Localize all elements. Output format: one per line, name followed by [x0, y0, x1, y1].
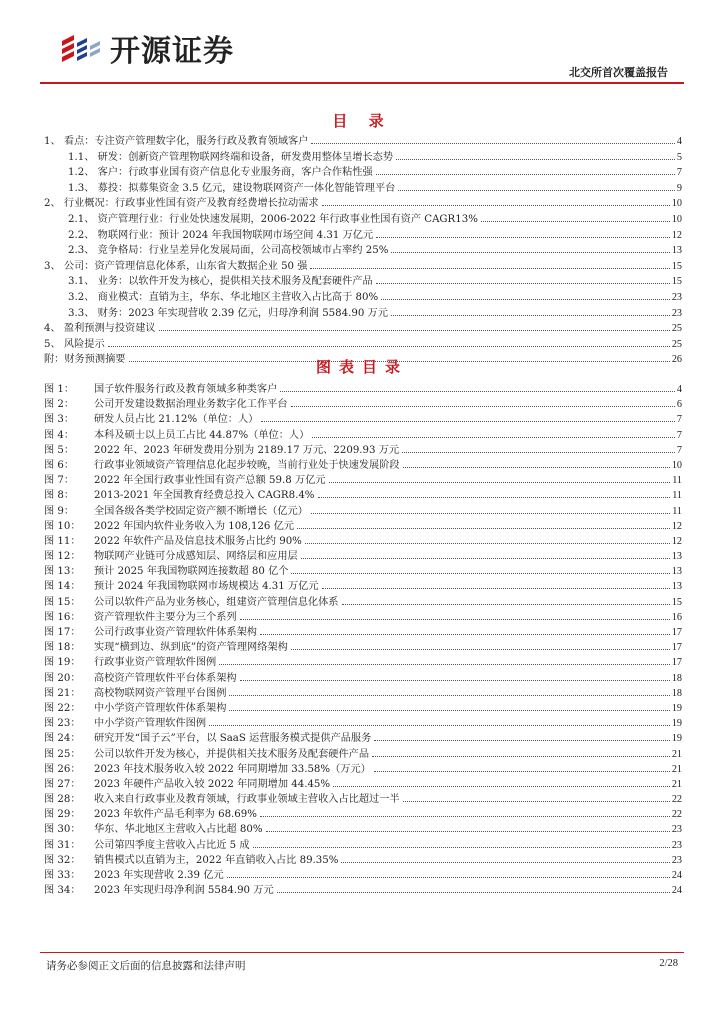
figure-entry-page: 23 — [671, 824, 682, 836]
figure-entry-page: 13 — [671, 551, 682, 563]
figure-entry-page: 19 — [671, 718, 682, 730]
figure-entry-label: 图 25： — [44, 748, 81, 760]
figure-entry-title: 收入来自行政事业及教育领域，行政事业领域主营收入占比超过一半 — [94, 794, 400, 806]
toc-entry-page: 4 — [676, 136, 682, 147]
figure-entry-label: 图 10： — [44, 520, 81, 532]
figure-entry[interactable] — [44, 805, 682, 820]
figure-entry-label: 图 16： — [44, 611, 81, 623]
figure-entry-title: 公司以软件开发为核心，并提供相关技术服务及配套硬件产品 — [94, 748, 370, 760]
dot-leader — [305, 543, 670, 544]
toc-entry[interactable] — [44, 148, 682, 164]
dot-leader — [341, 862, 669, 863]
page-number: 2/28 — [659, 958, 678, 969]
toc-entry-page: 7 — [676, 167, 682, 179]
figure-entry[interactable] — [44, 456, 682, 471]
figure-entry[interactable] — [44, 517, 682, 532]
figure-entry-title: 预计 2024 年我国物联网市场规模达 4.31 万亿元 — [94, 581, 319, 593]
dot-leader — [229, 710, 669, 711]
toc-entry-title: 2.2、 物联网行业：预计 2024 年我国物联网市场空间 4.31 万亿元 — [68, 229, 374, 241]
dot-leader — [376, 174, 675, 175]
dot-leader — [108, 346, 670, 347]
figure-entry-label: 图 33： — [44, 870, 81, 881]
figure-entry-page: 16 — [671, 611, 682, 623]
toc-entry-page: 10 — [671, 198, 682, 210]
dot-leader — [391, 315, 670, 316]
footer-divider — [40, 952, 684, 953]
toc-heading: 目 录 — [332, 112, 392, 130]
figure-entry-label: 图 30： — [44, 824, 81, 836]
toc-entry[interactable] — [44, 304, 682, 320]
figure-entry-label: 图 21： — [44, 687, 81, 699]
figure-entry-title: 行政事业领域资产管理信息化起步较晚，当前行业处于快速发展阶段 — [94, 459, 400, 471]
figure-entry[interactable] — [44, 532, 682, 547]
dot-leader — [318, 497, 671, 498]
figure-entry[interactable] — [44, 745, 682, 760]
figure-entry-page: 12 — [671, 520, 682, 532]
figure-entry-title: 资产管理软件主要分为三个系列 — [94, 611, 237, 623]
dot-leader — [311, 143, 675, 144]
figure-entry-title: 研发人员占比 21.12%（单位：人） — [94, 414, 259, 426]
dot-leader — [333, 786, 670, 787]
brand-name: 开源证券 — [110, 34, 234, 69]
toc-entry-title: 2.3、 竞争格局：行业呈差异化发展局面，公司高校领域市占率约 25% — [68, 245, 389, 257]
figure-entry-title: 华东、华北地区主营收入占比超 80% — [94, 824, 263, 836]
figure-entry[interactable] — [44, 426, 682, 441]
dot-leader — [372, 756, 670, 757]
toc-entry-page: 23 — [671, 307, 682, 319]
dot-leader — [219, 664, 670, 665]
toc-entry-page: 15 — [671, 260, 682, 272]
figure-entry-page: 10 — [671, 459, 682, 471]
dot-leader — [260, 816, 670, 817]
toc-entry-page: 26 — [671, 354, 682, 366]
figure-entry-label: 图 29： — [44, 809, 81, 821]
toc-entry[interactable] — [44, 319, 682, 335]
figure-entry[interactable] — [44, 729, 682, 744]
figure-entry-page: 17 — [671, 657, 682, 669]
toc-entry-page: 25 — [671, 323, 682, 335]
figure-entry-label: 图 12： — [44, 551, 81, 563]
figure-entry-page: 19 — [671, 702, 682, 714]
dot-leader — [376, 237, 670, 238]
figure-entry-label: 图 31： — [44, 839, 81, 851]
figure-entry-title: 2022 年国内软件业务收入为 108,126 亿元 — [94, 520, 295, 532]
figure-entry-label: 图 34： — [44, 885, 81, 897]
figure-entry[interactable] — [44, 486, 682, 501]
toc-entry[interactable] — [44, 210, 682, 226]
figure-entry[interactable] — [44, 820, 682, 835]
figure-entry-title: 研究开发“国子云”平台，以 SaaS 运营服务模式提供产品服务 — [94, 733, 372, 745]
figure-entry[interactable] — [44, 866, 682, 881]
figure-entry-label: 图 27： — [44, 778, 81, 790]
figure-entry[interactable] — [44, 547, 682, 562]
figure-entry-page: 7 — [676, 444, 682, 456]
figure-entry-title: 中小学资产管理软件图例 — [94, 718, 207, 730]
figure-entry-label: 图 1： — [44, 384, 75, 395]
figure-entry-page: 21 — [671, 748, 682, 760]
figure-entry-page: 4 — [676, 384, 682, 395]
figure-entry-label: 图 24： — [44, 733, 81, 745]
figure-entry-title: 公司第四季度主营收入占比近 5 成 — [94, 839, 250, 851]
dot-leader — [229, 695, 669, 696]
dot-leader — [374, 740, 670, 741]
dot-leader — [159, 330, 670, 331]
dot-leader — [374, 771, 670, 772]
toc-entry-title: 5、 风险提示 — [44, 338, 105, 350]
toc-entry-page: 12 — [671, 229, 682, 241]
dot-leader — [342, 604, 670, 605]
figure-entry-label: 图 3： — [44, 414, 75, 426]
figure-entry-page: 24 — [671, 885, 682, 897]
figure-entry[interactable] — [44, 836, 682, 851]
figure-entry-title: 2022 年全国行政事业性国有资产总额 59.8 万亿元 — [94, 475, 326, 487]
report-type-label: 北交所首次覆盖报告 — [569, 66, 668, 79]
toc-entry[interactable] — [44, 132, 682, 148]
figure-entry[interactable] — [44, 577, 682, 592]
figure-entry-page: 13 — [671, 581, 682, 593]
toc-entry-page: 10 — [671, 213, 682, 225]
toc-entry-title: 3.2、 商业模式：直销为主，华东、华北地区主营收入占比高于 80% — [68, 291, 379, 303]
figure-entry-label: 图 18： — [44, 642, 81, 654]
figure-entry[interactable] — [44, 851, 682, 866]
toc-entry[interactable] — [44, 335, 682, 351]
toc-entry[interactable] — [44, 272, 682, 288]
figure-entry-title: 高校物联网资产管理平台图例 — [94, 687, 227, 699]
figure-entry-page: 21 — [671, 778, 682, 790]
toc-entry[interactable] — [44, 163, 682, 179]
dot-leader — [266, 831, 670, 832]
toc-entry[interactable] — [44, 179, 682, 195]
figure-entry-label: 图 2： — [44, 399, 75, 411]
brand-logo — [60, 26, 234, 70]
figure-entry[interactable] — [44, 714, 682, 729]
figure-entry-page: 23 — [671, 854, 682, 866]
toc-entry-page: 5 — [676, 151, 682, 163]
dot-leader — [280, 391, 675, 392]
figure-entry[interactable] — [44, 684, 682, 699]
figure-entry-title: 全国各级各类学校固定资产额不断增长（亿元） — [94, 505, 308, 517]
figure-entry-page: 24 — [671, 870, 682, 881]
figure-entry-label: 图 6： — [44, 459, 75, 471]
figure-entry-page: 17 — [671, 627, 682, 638]
toc-entry[interactable] — [44, 288, 682, 304]
figure-entry[interactable] — [44, 593, 682, 608]
figure-entry-title: 预计 2025 年我国物联网连接数超 80 亿个 — [94, 566, 289, 578]
figure-entry-label: 图 14： — [44, 581, 81, 593]
figure-entry[interactable] — [44, 502, 682, 517]
figure-entry-page: 18 — [671, 672, 682, 684]
figure-entry-title: 物联网产业链可分成感知层、网络层和应用层 — [94, 551, 298, 563]
figure-entry-title: 2023 年实现归母净利润 5584.90 万元 — [94, 885, 274, 897]
figure-entry-label: 图 32： — [44, 854, 81, 866]
figure-entry-title: 公司行政事业资产管理软件体系架构 — [94, 627, 257, 638]
figure-entry-label: 图 7： — [44, 475, 75, 487]
toc-entry-title: 1.1、 研发：创新资产管理物联网终端和设备，研发费用整体呈增长态势 — [68, 151, 394, 163]
figure-entry-page: 12 — [671, 535, 682, 547]
figure-entry-title: 中小学资产管理软件体系架构 — [94, 702, 227, 714]
figure-entry-page: 13 — [671, 566, 682, 578]
dot-leader — [297, 528, 670, 529]
figure-entry-label: 图 11： — [44, 535, 81, 547]
figure-entry-title: 2022 年软件产品及信息技术服务占比约 90% — [94, 535, 302, 547]
figure-entry-title: 公司开发建设数据治理业务数字化工作平台 — [94, 399, 288, 411]
dot-leader — [322, 205, 670, 206]
figure-entry-label: 图 23： — [44, 718, 81, 730]
toc-entry-page: 23 — [671, 291, 682, 303]
figure-entry-title: 2023 年技术服务收入较 2022 年同期增加 33.58%（万元） — [94, 763, 371, 775]
figure-entry[interactable] — [44, 638, 682, 653]
figure-entry[interactable] — [44, 653, 682, 668]
dot-leader — [227, 877, 670, 878]
dot-leader — [402, 452, 675, 453]
dot-leader — [310, 268, 669, 269]
figure-entry-page: 19 — [671, 733, 682, 745]
figure-entry-title: 2023 年软件产品毛利率为 68.69% — [94, 809, 257, 821]
figure-entry-title: 2013-2021 年全国教育经费总投入 CAGR8.4% — [94, 490, 315, 502]
dot-leader — [291, 406, 675, 407]
figure-entry-page: 11 — [672, 475, 682, 487]
toc-entry[interactable] — [44, 241, 682, 257]
figure-entry-page: 6 — [676, 399, 682, 411]
figure-entry[interactable] — [44, 775, 682, 790]
toc-entry-page: 13 — [671, 245, 682, 257]
figure-entry[interactable] — [44, 562, 682, 577]
figure-entry-label: 图 17： — [44, 627, 81, 638]
dot-leader — [398, 190, 675, 191]
figure-entry-label: 图 20： — [44, 672, 81, 684]
figure-entry[interactable] — [44, 623, 682, 638]
figure-entry-label: 图 13： — [44, 566, 81, 578]
toc-entry-title: 2.1、 资产管理行业：行业处快速发展期，2006-2022 年行政事业性国有资产 CAGR13% — [68, 213, 478, 225]
page-header — [0, 0, 724, 86]
dot-leader — [376, 283, 670, 284]
figure-entry-label: 图 19： — [44, 657, 81, 669]
dot-leader — [311, 513, 670, 514]
figure-entry[interactable] — [44, 881, 682, 896]
figure-entry-page: 17 — [671, 642, 682, 654]
disclaimer-note: 请务必参阅正文后面的信息披露和法律声明 — [46, 960, 246, 972]
figure-entry-title: 2022 年、2023 年研发费用分别为 2189.17 万元、2209.93 万元 — [94, 444, 400, 456]
dot-leader — [240, 680, 670, 681]
figure-entry-label: 图 28： — [44, 794, 81, 806]
toc-entry-page: 15 — [671, 276, 682, 288]
dot-leader — [291, 573, 669, 574]
figure-entry-label: 图 5： — [44, 444, 75, 456]
dot-leader — [396, 159, 675, 160]
toc-entry-page: 25 — [671, 338, 682, 350]
brand-logo-icon — [60, 31, 104, 65]
figure-entry-title: 销售模式以直销为主，2022 年直销收入占比 89.35% — [94, 854, 339, 866]
toc-entry-title: 3.3、 财务：2023 年实现营收 2.39 亿元，归母净利润 5584.90 万元 — [68, 307, 388, 319]
figure-entry-title: 实现“横到边、纵到底”的资产管理网络架构 — [94, 642, 288, 654]
dot-leader — [209, 725, 670, 726]
figure-entry[interactable] — [44, 380, 682, 395]
figure-entry[interactable] — [44, 608, 682, 623]
table-of-contents — [44, 132, 682, 366]
dot-leader — [322, 588, 670, 589]
figure-entry-page: 11 — [672, 505, 682, 517]
figure-entry[interactable] — [44, 669, 682, 684]
dot-leader — [277, 892, 670, 893]
figure-entry-title: 国子软件服务行政及教育领域多种类客户 — [94, 384, 278, 395]
toc-entry-title: 1、 看点：专注资产管理数字化，服务行政及教育领域客户 — [44, 136, 309, 147]
figure-list-heading: 图表目录 — [315, 358, 408, 376]
dot-leader — [312, 437, 675, 438]
dot-leader — [403, 467, 670, 468]
figure-entry-page: 11 — [672, 490, 682, 502]
figure-entry[interactable] — [44, 410, 682, 425]
toc-entry-title: 4、 盈利预测与投资建议 — [44, 323, 156, 335]
toc-entry-title: 3.1、 业务：以软件开发为核心，提供相关技术服务及配套硬件产品 — [68, 276, 373, 288]
dot-leader — [291, 649, 670, 650]
figure-entry-title: 高校资产管理软件平台体系架构 — [94, 672, 237, 684]
header-divider — [40, 82, 684, 84]
dot-leader — [381, 299, 670, 300]
dot-leader — [260, 634, 670, 635]
figure-entry-page: 7 — [676, 414, 682, 426]
figure-entry-title: 本科及硕士以上员工占比 44.87%（单位：人） — [94, 429, 310, 441]
dot-leader — [481, 221, 670, 222]
toc-entry-title: 1.3、 募投：拟募集资金 3.5 亿元，建设物联网资产一体化智能管理平台 — [68, 182, 396, 194]
toc-entry[interactable] — [44, 257, 682, 273]
figure-entry[interactable] — [44, 395, 682, 410]
figure-entry-label: 图 22： — [44, 702, 81, 714]
toc-entry[interactable] — [44, 226, 682, 242]
dot-leader — [403, 801, 670, 802]
toc-entry-title: 附：财务预测摘要 — [44, 354, 126, 366]
figure-entry-label: 图 4： — [44, 429, 75, 441]
figure-entry-title: 公司以软件产品为业务核心，组建资产管理信息化体系 — [94, 596, 339, 608]
toc-entry[interactable] — [44, 194, 682, 210]
figure-entry-page: 15 — [671, 596, 682, 608]
toc-entry-title: 1.2、 客户：行政事业国有资产信息化专业服务商，客户合作粘性强 — [68, 167, 373, 179]
figure-entry-label: 图 9： — [44, 505, 75, 517]
figure-entry-page: 7 — [676, 429, 682, 441]
figure-entry-title: 2023 年硬件产品收入较 2022 年同期增加 44.45% — [94, 778, 331, 790]
toc-entry-page: 9 — [676, 182, 682, 194]
figure-entry-label: 图 8： — [44, 490, 75, 502]
figure-entry-page: 22 — [671, 809, 682, 821]
figure-entry[interactable] — [44, 471, 682, 486]
figure-entry[interactable] — [44, 760, 682, 775]
figure-entry-page: 22 — [671, 794, 682, 806]
figure-entry[interactable] — [44, 441, 682, 456]
dot-leader — [240, 619, 670, 620]
figure-entry-title: 2023 年实现营收 2.39 亿元 — [94, 870, 224, 881]
dot-leader — [391, 252, 669, 253]
figure-entry[interactable] — [44, 790, 682, 805]
figure-entry-page: 21 — [671, 763, 682, 775]
dot-leader — [301, 558, 670, 559]
dot-leader — [253, 847, 670, 848]
dot-leader — [261, 421, 675, 422]
figure-list — [44, 380, 682, 896]
figure-entry-label: 图 26： — [44, 763, 81, 775]
toc-entry-title: 2、 行业概况：行政事业性国有资产及教育经费增长拉动需求 — [44, 198, 319, 210]
figure-entry-page: 18 — [671, 687, 682, 699]
dot-leader — [329, 482, 671, 483]
figure-entry-title: 行政事业资产管理软件图例 — [94, 657, 217, 669]
toc-entry-title: 3、 公司：资产管理信息化体系，山东省大数据企业 50 强 — [44, 260, 308, 272]
figure-entry-label: 图 15： — [44, 596, 81, 608]
figure-entry[interactable] — [44, 699, 682, 714]
figure-entry-page: 23 — [671, 839, 682, 851]
